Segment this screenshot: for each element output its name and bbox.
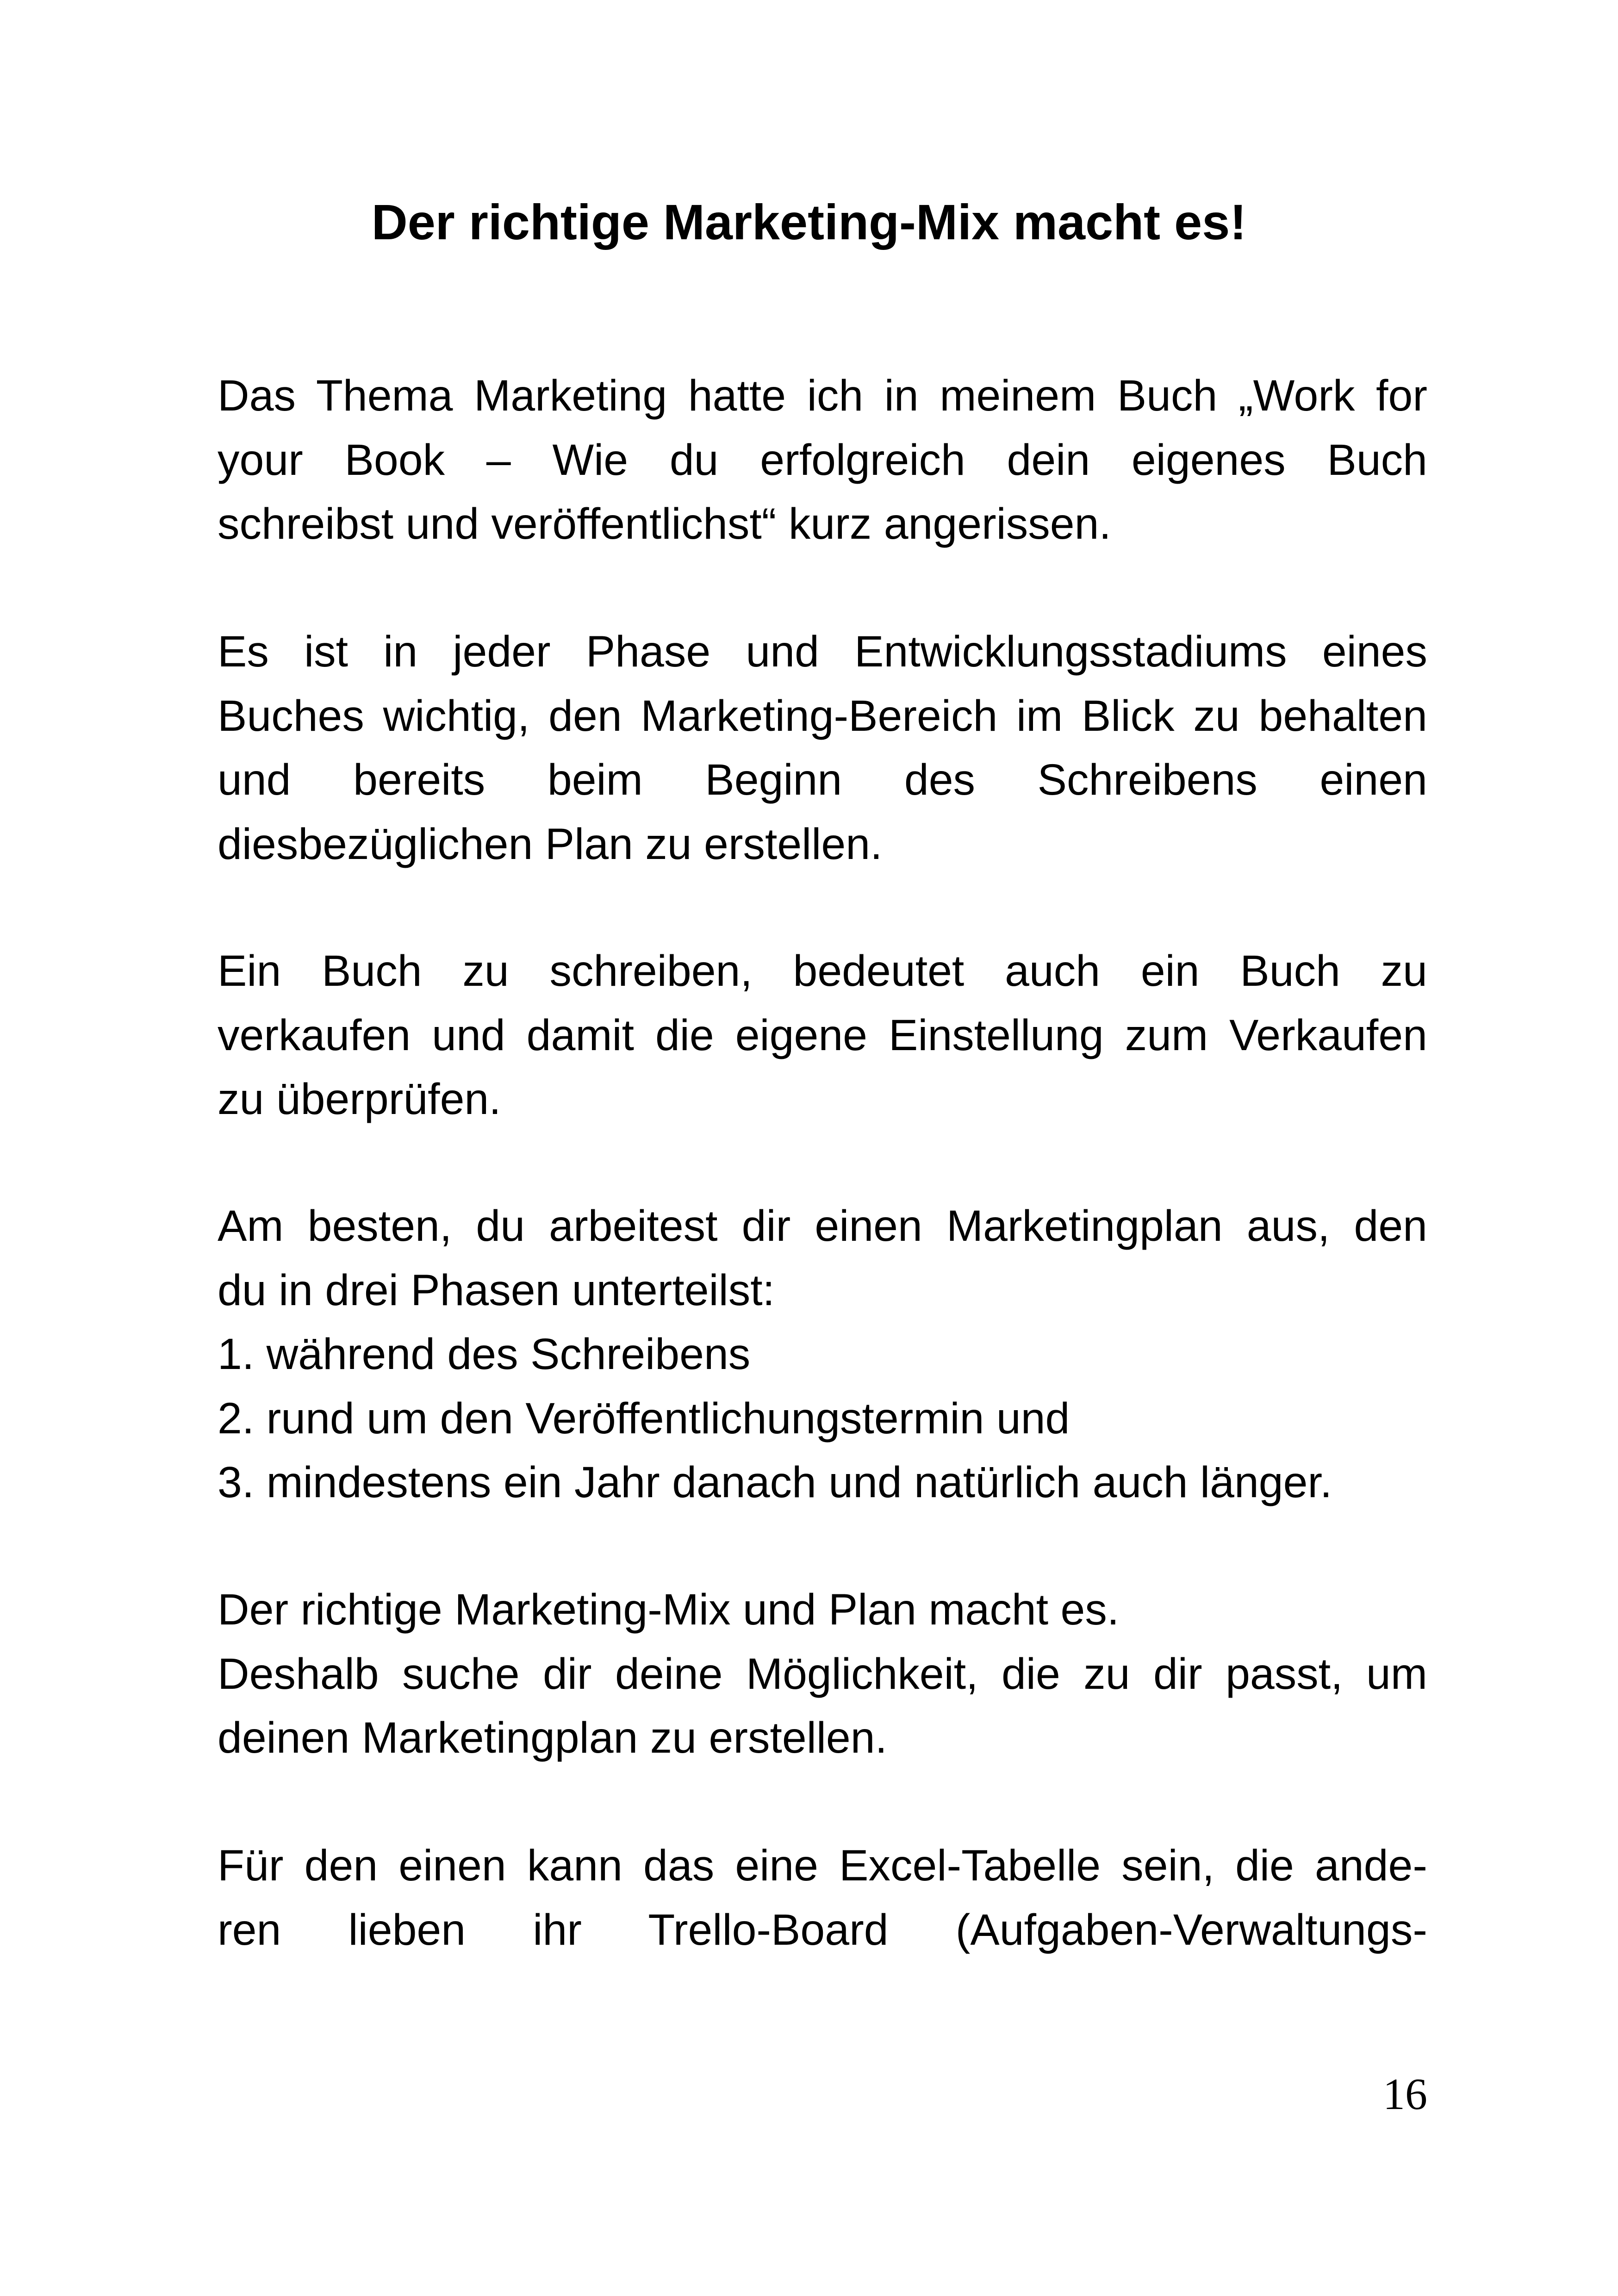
paragraph-line: zu überprüfen. <box>218 1075 501 1124</box>
paragraph-line: Ein Buch zu schreiben, bedeutet auch ein Buch zu <box>218 946 1427 996</box>
paragraph-line: und bereits beim Beginn des Schreibens einen <box>218 755 1427 804</box>
paragraph-1 <box>218 364 1427 556</box>
paragraph-line: Am besten, du arbeitest dir einen Marketingplan aus, den <box>218 1201 1427 1251</box>
list-item: 1. während des Schreibens <box>218 1330 751 1379</box>
paragraph-3 <box>218 939 1427 1132</box>
paragraph-line: deinen Marketingplan zu erstellen. <box>218 1713 887 1762</box>
paragraph-6 <box>218 1834 1427 1962</box>
paragraph-line: Der richtige Marketing-Mix und Plan macht es. <box>218 1585 1120 1634</box>
paragraph-2 <box>218 620 1427 876</box>
paragraph-line: diesbezüglichen Plan zu erstellen. <box>218 819 883 869</box>
paragraph-line: Das Thema Marketing hatte ich in meinem Buch „Work for <box>218 371 1427 420</box>
list-item: 2. rund um den Veröffentlichungstermin und <box>218 1394 1070 1443</box>
page-number: 16 <box>1383 2069 1427 2119</box>
paragraph-line: verkaufen und damit die eigene Einstellung zum Verkaufen <box>218 1010 1427 1060</box>
paragraph-line: Buches wichtig, den Marketing-Bereich im Blick zu behalten <box>218 691 1427 740</box>
paragraph-5 <box>218 1578 1427 1770</box>
page-title: Der richtige Marketing-Mix macht es! <box>371 194 1247 250</box>
paragraph-line: your Book – Wie du erfolgreich dein eigenes Buch <box>218 435 1427 485</box>
list-item: 3. mindestens ein Jahr danach und natürlich auch länger. <box>218 1458 1332 1507</box>
paragraph-4 <box>218 1194 1427 1515</box>
paragraph-line: schreibst und veröffentlichst“ kurz angerissen. <box>218 499 1111 548</box>
paragraph-line: Deshalb suche dir deine Möglichkeit, die zu dir passt, um <box>218 1649 1427 1699</box>
paragraph-line: du in drei Phasen unterteilst: <box>218 1265 775 1315</box>
paragraph-line: Für den einen kann das eine Excel-Tabelle sein, die ande- <box>218 1841 1427 1890</box>
paragraph-line: Es ist in jeder Phase und Entwicklungsstadiums eines <box>218 627 1427 676</box>
paragraph-line: ren lieben ihr Trello-Board (Aufgaben-Verwaltungs- <box>218 1905 1427 1954</box>
